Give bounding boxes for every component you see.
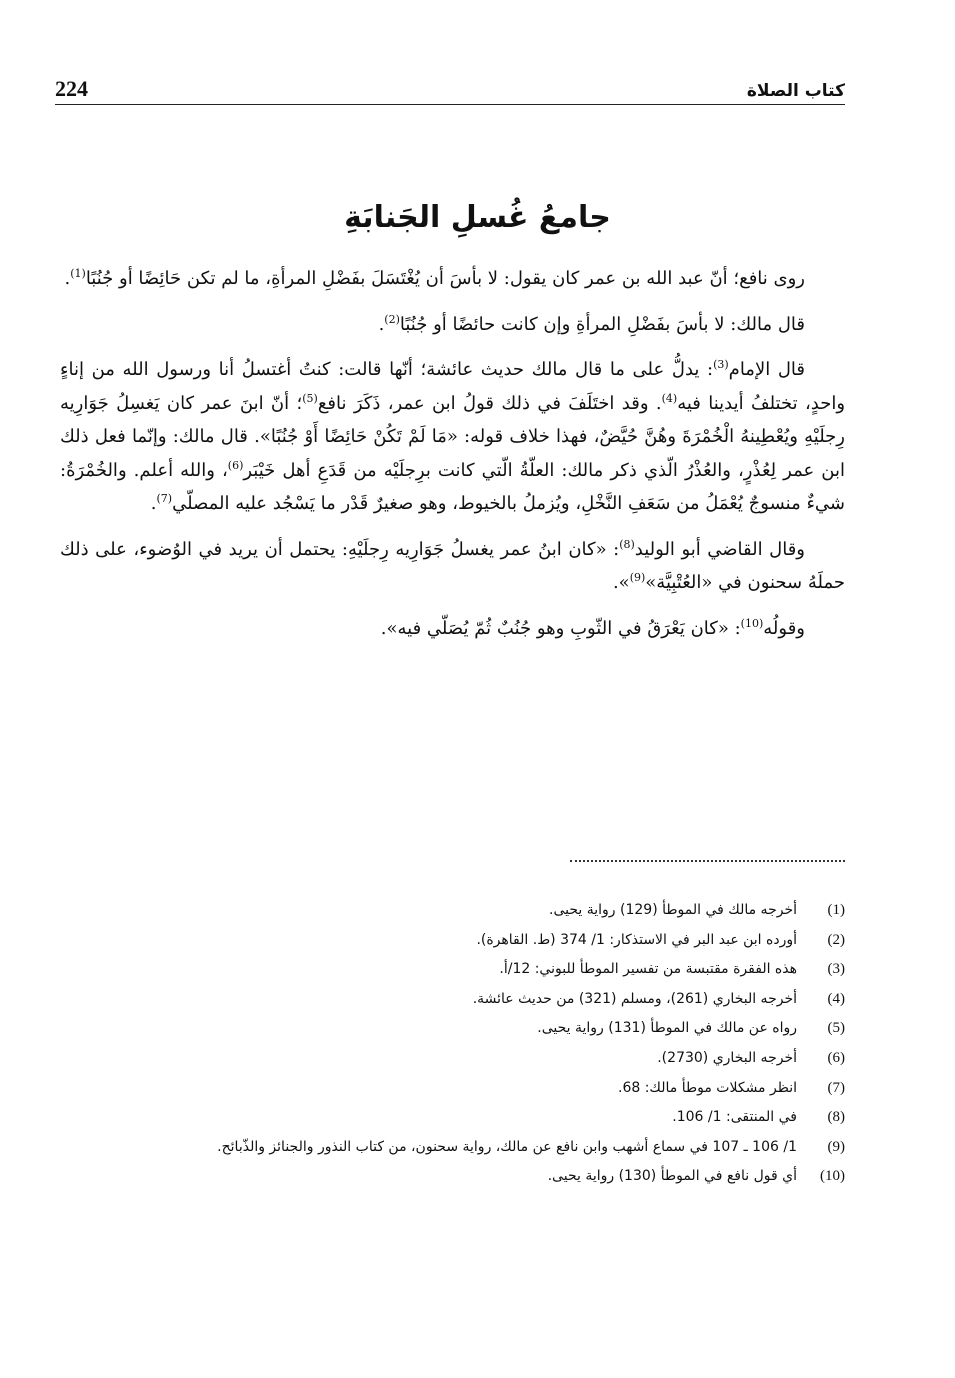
footnote-number: (9): [827, 1138, 845, 1155]
footnote-item: [60, 1014, 845, 1044]
footnote-reference: (4): [661, 391, 678, 405]
footnote-item: [60, 955, 845, 985]
footnote-number: (2): [827, 931, 845, 948]
paragraph-text: .: [150, 493, 157, 514]
footnote-item: [60, 926, 845, 956]
paragraph-text: : يدلُّ على ما قال مالك حديث عائشة؛ أنّها قالت: كنتُ أغتسلُ أنا ورسول الله من إناءٍ واحدٍ، تختلفُ أيدينا فيه: [60, 359, 846, 414]
paragraph-text: .: [378, 313, 385, 335]
footnote-item: [60, 896, 845, 926]
footnote-reference: (10): [740, 616, 764, 630]
footnote-reference: (9): [629, 571, 646, 584]
footnote-text: أخرجه البخاري (261)، ومسلم (321) من حديث عائشة.: [472, 990, 797, 1007]
footnote-reference: (5): [302, 391, 318, 405]
body-paragraph: [60, 262, 845, 296]
paragraph-text: روى نافع؛ أنّ عبد الله بن عمر كان يقول: لا بأسَ أن يُغْتَسَلَ بفَضْلِ المرأةِ، ما لم تكن حَائِضًا أو جُنُبًا: [85, 268, 805, 289]
footnote-number: (6): [827, 1049, 845, 1066]
book-title: كتاب الصلاة: [746, 81, 845, 101]
footnote-reference: (7): [156, 492, 173, 505]
footnote-text: في المنتقى: 1/ 106.: [672, 1109, 797, 1126]
footnote-item: [60, 1133, 845, 1163]
chapter-title: جامعُ غُسلِ الجَنابَةِ: [344, 200, 611, 235]
paragraph-text: ».: [612, 572, 630, 593]
footnote-text: 1/ 106 ـ 107 في سماع أشهب وابن نافع عن مالك، رواية سحنون، من كتاب النذور والجنائز والذّبائح.: [217, 1138, 797, 1155]
footnote-item: [60, 1103, 845, 1133]
body-paragraph: [60, 533, 845, 600]
paragraph-text: وقال القاضي أبو الوليد: [634, 538, 805, 560]
running-header: [55, 72, 845, 105]
paragraph-text: ؛ أنّ ابنَ عمر كان يَغسِلُ جَوَارِيه رِجلَيْهِ ويُعْطِينهُ الْخُمْرَةَ وهُنَّ حُيَّضٌ، فهذا خلاف قوله: «مَا لَمْ تَكُنْ حَائِضًا أَوْ جُنُبًا». قال مالك: وإنّما فعل ذلك ابن عمر لِعُذْرٍ، والعُذْرُ الّذي ذكر مالك: العلّةُ الّتي كانت برِجلَيْه من قَدَعِ أهل خَيْبَر: [60, 392, 845, 481]
footnote-separator: [570, 860, 845, 862]
body-paragraph: [60, 308, 845, 342]
footnote-item: [60, 1044, 845, 1074]
body-paragraph: [60, 353, 845, 521]
footnote-item: [60, 985, 845, 1015]
footnote-reference: (3): [713, 358, 729, 371]
paragraph-text: ، والله أعلم. والخُمْرَةُ: شيءٌ منسوجٌ يُعْمَلُ من سَعَفِ النَّخْلِ، ويُزملُ بالخيوط، وهو صغيرٌ قَدْر ما يَسْجُد عليه المصلّي: [60, 459, 845, 514]
paragraph-text: : «كان ابنُ عمر يغسلُ جَوَارِيه رِجلَيْهِ: يحتمل أن يريد في الوُضوء، على ذلك حملَهُ سحنون في «العُتْبِيَّة»: [60, 538, 845, 593]
footnote-text: أخرجه البخاري (2730).: [657, 1049, 797, 1066]
footnotes-list: [60, 896, 845, 1192]
footnote-reference: (2): [384, 312, 400, 326]
footnote-item: [60, 1162, 845, 1192]
footnote-number: (5): [827, 1020, 845, 1037]
footnote-number: (7): [827, 1079, 845, 1096]
footnote-text: هذه الفقرة مقتبسة من تفسير الموطأ للبوني: 12/أ.: [499, 961, 797, 978]
footnote-reference: (6): [227, 458, 244, 472]
footnote-number: (8): [827, 1109, 845, 1126]
footnote-item: [60, 1074, 845, 1104]
body-paragraph: [60, 612, 845, 646]
footnote-text: رواه عن مالك في الموطأ (131) رواية يحيى.: [537, 1020, 797, 1037]
paragraph-text: قال الإمام: [728, 359, 805, 380]
paragraph-text: .: [64, 268, 71, 289]
footnote-reference: (1): [70, 267, 86, 280]
footnote-text: انظر مشكلات موطأ مالك: 68.: [617, 1079, 797, 1096]
footnote-text: أخرجه مالك في الموطأ (129) رواية يحيى.: [549, 902, 797, 918]
footnote-number: (3): [827, 961, 845, 978]
paragraph-text: قال مالك: لا بأسَ بفَضْلِ المرأةِ وإن كانت حائضًا أو جُنُبًا: [399, 313, 805, 335]
footnote-text: أي قول نافع في الموطأ (130) رواية يحيى.: [547, 1168, 797, 1185]
footnote-reference: (8): [619, 537, 635, 551]
body-text: [60, 262, 845, 657]
footnote-number: (10): [820, 1168, 845, 1185]
footnote-text: أورده ابن عبد البر في الاستذكار: 1/ 374 (ط. القاهرة).: [476, 931, 797, 948]
page-number: 224: [55, 76, 88, 101]
footnote-number: (4): [827, 990, 845, 1007]
paragraph-text: . وقد اختَلَفَ في ذلك قولُ ابن عمر، ذَكَرَ نافع: [317, 392, 662, 414]
paragraph-text: : «كان يَعْرَقُ في الثّوبِ وهو جُنُبٌ ثُمّ يُصَلّي فيه».: [380, 617, 741, 639]
footnote-number: (1): [827, 902, 845, 918]
paragraph-text: وقولُه: [763, 617, 805, 639]
